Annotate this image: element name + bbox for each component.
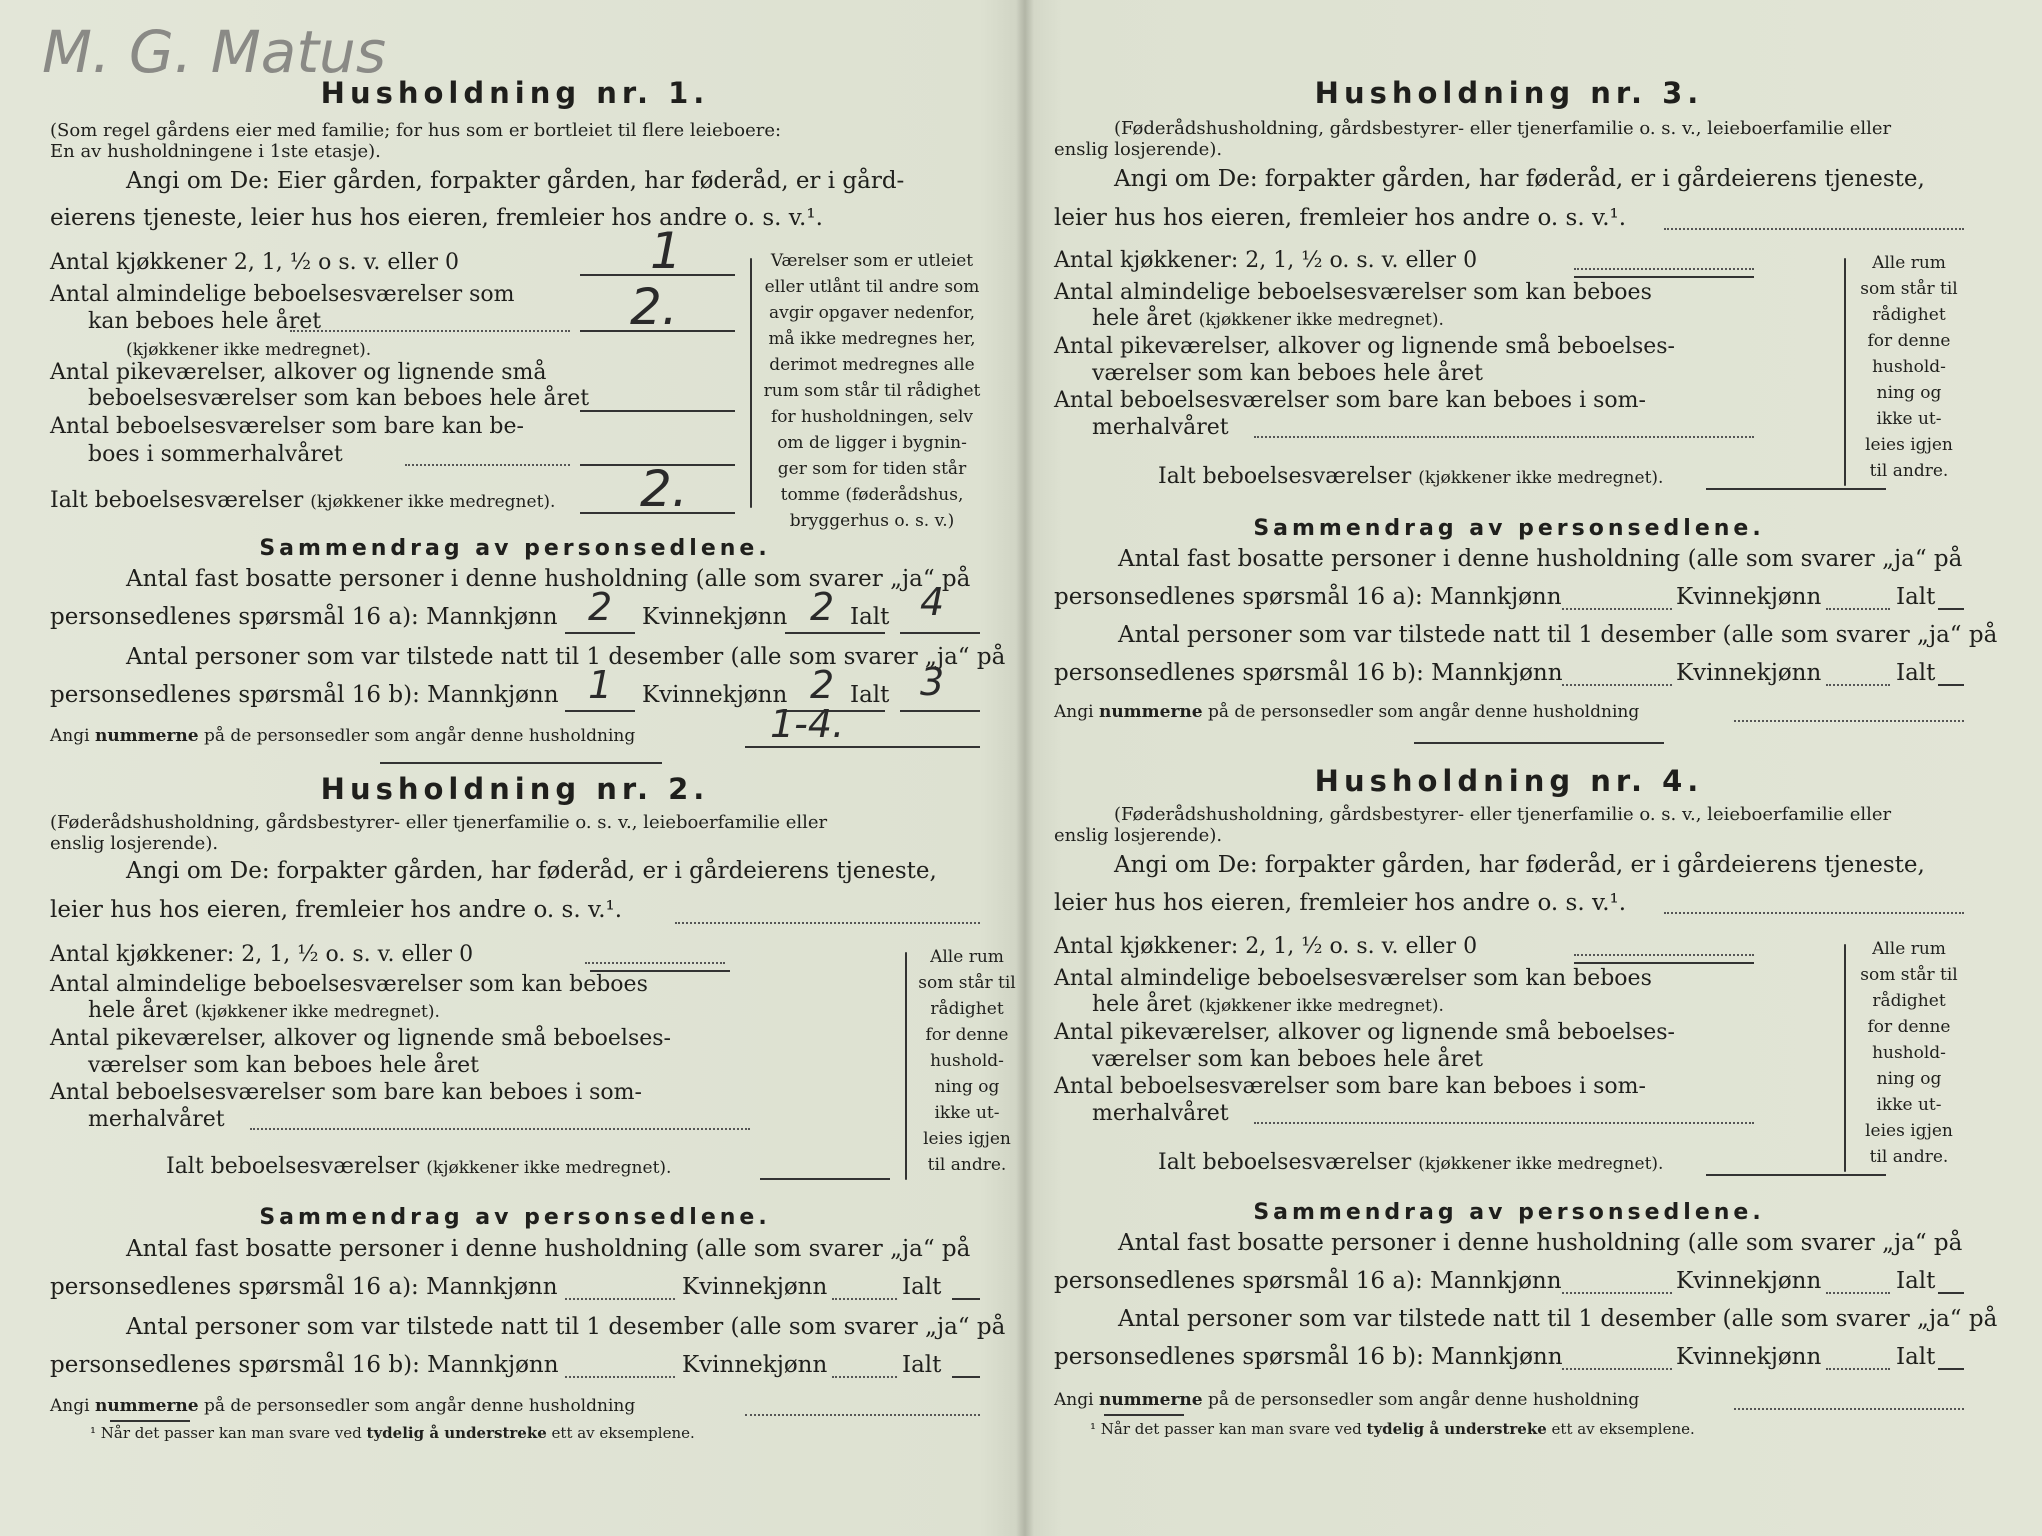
household-2-s4: personsedlenes spørsmål 16 b): Mannkjønn	[50, 1352, 559, 1378]
note-line: ning og	[1876, 383, 1942, 403]
note-line: rådighet	[1872, 991, 1946, 1011]
ialt-label: Ialt	[1896, 660, 1936, 686]
household-4-intro-1: (Føderådshusholdning, gårdsbestyrer- eller tjenerfamilie o. s. v., leieboerfamilie eller	[1114, 804, 1892, 825]
note-line: leies igjen	[923, 1129, 1011, 1149]
total-note: (kjøkkener ikke medregnet).	[1418, 1154, 1664, 1174]
answer-line	[1706, 1174, 1886, 1176]
rooms-b-note: (kjøkkener ikke medregnet).	[194, 1002, 440, 1022]
dotted-leader	[565, 1376, 675, 1378]
note-line: Værelser som er utleiet	[770, 251, 974, 271]
note-line: ning og	[934, 1077, 1000, 1097]
household-2-q-total	[166, 1154, 671, 1179]
answer-line	[1938, 1368, 1964, 1370]
answer-total: 2.	[640, 460, 688, 518]
answer-mann-a: 2	[588, 585, 613, 629]
left-page	[42, 0, 1016, 1536]
dotted-leader	[1734, 1408, 1964, 1410]
answer-mann-b: 1	[588, 663, 613, 707]
note-line: for denne	[1867, 1017, 1951, 1037]
household-4-angi-line-2: leier hus hos eieren, fremleier hos andre o. s. v.¹.	[1054, 890, 1627, 916]
footnote-suffix: ett av eksemplene.	[1546, 1420, 1695, 1438]
household-2-s1: Antal fast bosatte personer i denne husholdning (alle som svarer „ja“ på	[126, 1236, 971, 1262]
household-3-s3: Antal personer som var tilstede natt til 1 desember (alle som svarer „ja“ på	[1118, 622, 1998, 648]
note-line: leies igjen	[1865, 435, 1953, 455]
household-4-title: Husholdning nr. 4.	[1314, 764, 1704, 798]
note-line: rum som står til rådighet	[763, 381, 981, 401]
total-label: Ialt beboelsesværelser	[50, 488, 304, 513]
kvinne-label: Kvinnekjønn	[1676, 1344, 1822, 1370]
note-line: til andre.	[927, 1155, 1007, 1175]
household-2-s3: Antal personer som var tilstede natt til 1 desember (alle som svarer „ja“ på	[126, 1314, 1006, 1340]
answer-ialt-b: 3	[920, 660, 945, 704]
household-1-angi-nummer	[50, 726, 635, 746]
household-3-intro-1: (Føderådshusholdning, gårdsbestyrer- eller tjenerfamilie o. s. v., leieboerfamilie eller	[1114, 118, 1892, 139]
ialt-label: Ialt	[1896, 1344, 1936, 1370]
rooms-b-note: (kjøkkener ikke medregnet).	[1198, 996, 1444, 1016]
household-3-title: Husholdning nr. 3.	[1314, 76, 1704, 110]
note-line: for denne	[1867, 331, 1951, 351]
answer-line	[952, 1298, 980, 1300]
note-line: ning og	[1876, 1069, 1942, 1089]
note-line: Alle rum	[1872, 939, 1946, 959]
note-line: rådighet	[1872, 305, 1946, 325]
household-4-q-kitchens: Antal kjøkkener: 2, 1, ½ o. s. v. eller 0	[1054, 934, 1478, 959]
household-3-summary-title: Sammendrag av personsedlene.	[1253, 516, 1765, 541]
household-4-s2: personsedlenes spørsmål 16 a): Mannkjønn	[1054, 1268, 1562, 1294]
note-line: ikke ut-	[1876, 409, 1942, 429]
angi-bold: nummerne	[94, 1396, 199, 1416]
note-line: til andre.	[1869, 1147, 1949, 1167]
angi-prefix: Angi	[50, 1396, 95, 1416]
footnote-text: ¹ Når det passer kan man svare ved	[1090, 1420, 1367, 1438]
note-line: som står til	[1860, 965, 1958, 985]
household-3-s4: personsedlenes spørsmål 16 b): Mannkjønn	[1054, 660, 1563, 686]
footnote-rule	[1104, 1414, 1184, 1416]
household-3-note	[1854, 250, 1964, 484]
dotted-leader	[250, 1128, 750, 1130]
household-2-q-rooms-b	[88, 998, 440, 1023]
answer-line	[900, 710, 980, 712]
household-2-title: Husholdning nr. 2.	[320, 772, 710, 806]
total-note: (kjøkkener ikke medregnet).	[310, 492, 556, 512]
brace	[905, 952, 907, 1180]
footnote-text: ¹ Når det passer kan man svare ved	[90, 1424, 367, 1442]
household-1-q-total	[50, 488, 555, 513]
kvinne-label: Kvinnekjønn	[682, 1352, 828, 1378]
answer-line	[580, 410, 735, 412]
note-line: Alle rum	[1872, 253, 1946, 273]
page-fold	[1016, 0, 1034, 1536]
ialt-label: Ialt	[850, 604, 890, 630]
angi-suffix: på de personsedler som angår denne husholdning	[1202, 702, 1640, 722]
household-2-intro-2: enslig losjerende).	[50, 833, 219, 854]
note-line: bryggerhus o. s. v.)	[789, 511, 955, 531]
s2-prefix: personsedlenes spørsmål 16 a): Mannkjønn	[50, 604, 558, 630]
note-line: hushold-	[1872, 1043, 1946, 1063]
household-4-intro-2: enslig losjerende).	[1054, 825, 1223, 846]
angi-prefix: Angi	[1054, 702, 1099, 722]
brace	[1844, 258, 1846, 486]
dotted-leader	[565, 1298, 675, 1300]
household-4-q-summer-a: Antal beboelsesværelser som bare kan beboes i som-	[1054, 1074, 1646, 1099]
angi-suffix: på de personsedler som angår denne husholdning	[198, 1396, 636, 1416]
household-1-angi-line-1: Angi om De: Eier gården, forpakter gården, har føderåd, er i gård-	[126, 168, 905, 194]
note-line: rådighet	[930, 999, 1004, 1019]
footnote-rule	[110, 1420, 190, 1422]
dotted-leader	[832, 1298, 897, 1300]
dotted-leader	[832, 1376, 897, 1378]
note-line: eller utlånt til andre som	[764, 277, 980, 297]
kvinne-label: Kvinnekjønn	[1676, 1268, 1822, 1294]
note-line: ikke ut-	[934, 1103, 1000, 1123]
household-1-s2	[50, 604, 558, 630]
angi-suffix: på de personsedler som angår denne husholdning	[1202, 1390, 1640, 1410]
rooms-b-label: hele året	[1092, 306, 1192, 331]
answer-line	[1938, 608, 1964, 610]
household-3-angi-nummer	[1054, 702, 1639, 722]
dotted-leader	[1254, 1122, 1754, 1124]
household-2-q-summer-a: Antal beboelsesværelser som bare kan beboes i som-	[50, 1080, 642, 1105]
ialt-label: Ialt	[1896, 584, 1936, 610]
household-2-q-rooms-a: Antal almindelige beboelsesværelser som kan beboes	[50, 972, 648, 997]
kvinne-label: Kvinnekjønn	[642, 682, 788, 708]
answer-kvinne-b: 2	[810, 663, 835, 707]
note-line: Alle rum	[930, 947, 1004, 967]
note-line: leies igjen	[1865, 1121, 1953, 1141]
total-label: Ialt beboelsesværelser	[166, 1154, 420, 1179]
household-2-summary-title: Sammendrag av personsedlene.	[259, 1205, 771, 1230]
angi-bold: nummerne	[94, 726, 199, 746]
household-4-q-rooms-b	[1092, 992, 1444, 1017]
household-4-q-rooms-a: Antal almindelige beboelsesværelser som kan beboes	[1054, 966, 1652, 991]
household-4-s3: Antal personer som var tilstede natt til 1 desember (alle som svarer „ja“ på	[1118, 1306, 1998, 1332]
s4-prefix: personsedlenes spørsmål 16 b): Mannkjønn	[50, 682, 559, 708]
answer-line	[1574, 962, 1754, 964]
household-2-angi-line-2: leier hus hos eieren, fremleier hos andre o. s. v.¹.	[50, 897, 623, 923]
ialt-label: Ialt	[902, 1352, 942, 1378]
note-line: derimot medregnes alle	[769, 355, 975, 375]
dotted-leader	[1734, 720, 1964, 722]
household-2-q-small-a: Antal pikeværelser, alkover og lignende små beboelses-	[50, 1026, 671, 1051]
note-line: som står til	[918, 973, 1016, 993]
household-4-s4: personsedlenes spørsmål 16 b): Mannkjønn	[1054, 1344, 1563, 1370]
household-1-q-rooms-a: Antal almindelige beboelsesværelser som	[50, 282, 515, 307]
rooms-b-label: hele året	[88, 998, 188, 1023]
answer-kitchens: 1	[650, 222, 682, 280]
answer-line	[565, 632, 635, 634]
household-1-s4	[50, 682, 559, 708]
note-line: for husholdningen, selv	[770, 407, 974, 427]
household-3-intro-2: enslig losjerende).	[1054, 139, 1223, 160]
dotted-leader	[1826, 608, 1890, 610]
household-2-q-kitchens: Antal kjøkkener: 2, 1, ½ o. s. v. eller 0	[50, 942, 474, 967]
answer-line	[1706, 488, 1886, 490]
total-note: (kjøkkener ikke medregnet).	[426, 1158, 672, 1178]
household-1-angi-line-2: eierens tjeneste, leier hus hos eieren, fremleier hos andre o. s. v.¹.	[50, 205, 823, 231]
note-line: tomme (føderådshus,	[780, 485, 964, 505]
rooms-b-note: (kjøkkener ikke medregnet).	[1198, 310, 1444, 330]
household-2-s2: personsedlenes spørsmål 16 a): Mannkjønn	[50, 1274, 558, 1300]
note-line: ger som for tiden står	[777, 459, 967, 479]
note-line: avgir opgaver nedenfor,	[768, 303, 975, 323]
household-4-note	[1854, 936, 1964, 1170]
note-line: som står til	[1860, 279, 1958, 299]
note-line: for denne	[925, 1025, 1009, 1045]
rooms-b-label: hele året	[1092, 992, 1192, 1017]
household-4-q-summer-b: merhalvåret	[1092, 1101, 1229, 1126]
household-2-q-small-b: værelser som kan beboes hele året	[88, 1053, 479, 1078]
angi-prefix: Angi	[50, 726, 95, 746]
dotted-leader	[585, 962, 725, 964]
note-line: hushold-	[930, 1051, 1004, 1071]
household-4-q-small-a: Antal pikeværelser, alkover og lignende små beboelses-	[1054, 1020, 1675, 1045]
household-3-q-summer-a: Antal beboelsesværelser som bare kan beboes i som-	[1054, 388, 1646, 413]
angi-bold: nummerne	[1098, 1390, 1203, 1410]
dotted-leader	[405, 464, 570, 466]
household-2-angi-line-1: Angi om De: forpakter gården, har føderåd, er i gårdeierens tjeneste,	[126, 858, 937, 884]
handwritten-signature: M. G. Matus	[42, 18, 387, 86]
household-2-note	[912, 944, 1022, 1178]
household-4-angi-nummer	[1054, 1390, 1639, 1410]
ialt-label: Ialt	[850, 682, 890, 708]
dotted-leader	[1562, 608, 1672, 610]
household-1-summary-title: Sammendrag av personsedlene.	[259, 536, 771, 561]
household-2-q-summer-b: merhalvåret	[88, 1107, 225, 1132]
household-3-angi-line-2: leier hus hos eieren, fremleier hos andre o. s. v.¹.	[1054, 205, 1627, 231]
answer-line	[785, 632, 885, 634]
answer-kvinne-a: 2	[810, 585, 835, 629]
footnote-bold: tydelig å understreke	[366, 1424, 547, 1442]
household-1-title: Husholdning nr. 1.	[320, 76, 710, 110]
household-3-s1: Antal fast bosatte personer i denne husholdning (alle som svarer „ja“ på	[1118, 546, 1963, 572]
household-4-s1: Antal fast bosatte personer i denne husholdning (alle som svarer „ja“ på	[1118, 1230, 1963, 1256]
household-4-q-small-b: værelser som kan beboes hele året	[1092, 1047, 1483, 1072]
answer-line	[1938, 684, 1964, 686]
note-line: om de ligger i bygnin-	[777, 433, 967, 453]
answer-ialt-a: 4	[920, 580, 945, 624]
household-1-q-rooms-c: (kjøkkener ikke medregnet).	[126, 340, 372, 360]
answer-line	[760, 1178, 890, 1180]
answer-line	[952, 1376, 980, 1378]
dotted-leader	[1574, 268, 1754, 270]
household-3-q-rooms-b	[1092, 306, 1444, 331]
dotted-leader	[675, 922, 980, 924]
household-4-angi-line-1: Angi om De: forpakter gården, har føderåd, er i gårdeierens tjeneste,	[1114, 852, 1925, 878]
brace	[1844, 944, 1846, 1172]
section-divider	[380, 762, 662, 764]
household-1-q-summer-a: Antal beboelsesværelser som bare kan be-	[50, 414, 524, 439]
household-1-s1: Antal fast bosatte personer i denne husholdning (alle som svarer „ja“ på	[126, 566, 971, 592]
kvinne-label: Kvinnekjønn	[1676, 660, 1822, 686]
dotted-leader	[290, 330, 570, 332]
answer-rooms: 2.	[630, 278, 678, 336]
note-line: ikke ut-	[1876, 1095, 1942, 1115]
dotted-leader	[1826, 1292, 1890, 1294]
household-1-q-rooms-b: kan beboes hele året	[88, 309, 322, 334]
dotted-leader	[1826, 684, 1890, 686]
footnote-bold: tydelig å understreke	[1366, 1420, 1547, 1438]
household-3-q-summer-b: merhalvåret	[1092, 415, 1229, 440]
total-label: Ialt beboelsesværelser	[1158, 1150, 1412, 1175]
kvinne-label: Kvinnekjønn	[1676, 584, 1822, 610]
answer-line	[900, 632, 980, 634]
ialt-label: Ialt	[902, 1274, 942, 1300]
answer-line	[1574, 276, 1754, 278]
total-label: Ialt beboelsesværelser	[1158, 464, 1412, 489]
angi-suffix: på de personsedler som angår denne husholdning	[198, 726, 636, 746]
household-1-s3: Antal personer som var tilstede natt til 1 desember (alle som svarer „ja“ på	[126, 644, 1006, 670]
household-4-summary-title: Sammendrag av personsedlene.	[1253, 1200, 1765, 1225]
household-3-s2: personsedlenes spørsmål 16 a): Mannkjønn	[1054, 584, 1562, 610]
household-3-q-total	[1158, 464, 1663, 489]
household-1-q-summer-b: boes i sommerhalvåret	[88, 442, 343, 467]
angi-prefix: Angi	[1054, 1390, 1099, 1410]
note-line: må ikke medregnes her,	[768, 329, 976, 349]
section-divider	[1414, 742, 1664, 744]
kvinne-label: Kvinnekjønn	[642, 604, 788, 630]
household-3-q-kitchens: Antal kjøkkener: 2, 1, ½ o. s. v. eller 0	[1054, 248, 1478, 273]
angi-bold: nummerne	[1098, 702, 1203, 722]
answer-nummer: 1-4.	[770, 702, 845, 746]
dotted-leader	[1254, 436, 1754, 438]
ialt-label: Ialt	[1896, 1268, 1936, 1294]
household-1-q-small-a: Antal pikeværelser, alkover og lignende små	[50, 360, 547, 385]
answer-line	[565, 710, 635, 712]
household-4-footnote	[1090, 1420, 1695, 1438]
note-line: til andre.	[1869, 461, 1949, 481]
household-2-footnote	[90, 1424, 695, 1442]
dotted-leader	[745, 1414, 980, 1416]
dotted-leader	[1562, 1292, 1672, 1294]
household-1-q-small-b: beboelsesværelser som kan beboes hele året	[88, 386, 590, 411]
dotted-leader	[1562, 684, 1672, 686]
answer-line	[745, 746, 980, 748]
dotted-leader	[1664, 228, 1964, 230]
household-2-angi-nummer	[50, 1396, 635, 1416]
dotted-leader	[1664, 912, 1964, 914]
brace	[750, 258, 752, 508]
household-3-q-small-b: værelser som kan beboes hele året	[1092, 361, 1483, 386]
household-1-q-kitchens: Antal kjøkkener 2, 1, ½ o s. v. eller 0	[50, 250, 460, 275]
total-note: (kjøkkener ikke medregnet).	[1418, 468, 1664, 488]
dotted-leader	[1826, 1368, 1890, 1370]
answer-line	[1938, 1292, 1964, 1294]
household-1-note	[762, 248, 982, 534]
household-3-angi-line-1: Angi om De: forpakter gården, har føderåd, er i gårdeierens tjeneste,	[1114, 166, 1925, 192]
household-4-q-total	[1158, 1150, 1663, 1175]
note-line: hushold-	[1872, 357, 1946, 377]
dotted-leader	[1574, 954, 1754, 956]
household-1-intro-2: En av husholdningene i 1ste etasje).	[50, 141, 381, 162]
household-2-intro-1: (Føderådshusholdning, gårdsbestyrer- eller tjenerfamilie o. s. v., leieboerfamilie eller	[50, 812, 828, 833]
kvinne-label: Kvinnekjønn	[682, 1274, 828, 1300]
household-3-q-small-a: Antal pikeværelser, alkover og lignende små beboelses-	[1054, 334, 1675, 359]
household-3-q-rooms-a: Antal almindelige beboelsesværelser som kan beboes	[1054, 280, 1652, 305]
household-1-intro-1: (Som regel gårdens eier med familie; for hus som er bortleiet til flere leieboere:	[50, 120, 782, 141]
footnote-suffix: ett av eksemplene.	[546, 1424, 695, 1442]
dotted-leader	[1562, 1368, 1672, 1370]
right-page	[1054, 0, 1998, 1536]
